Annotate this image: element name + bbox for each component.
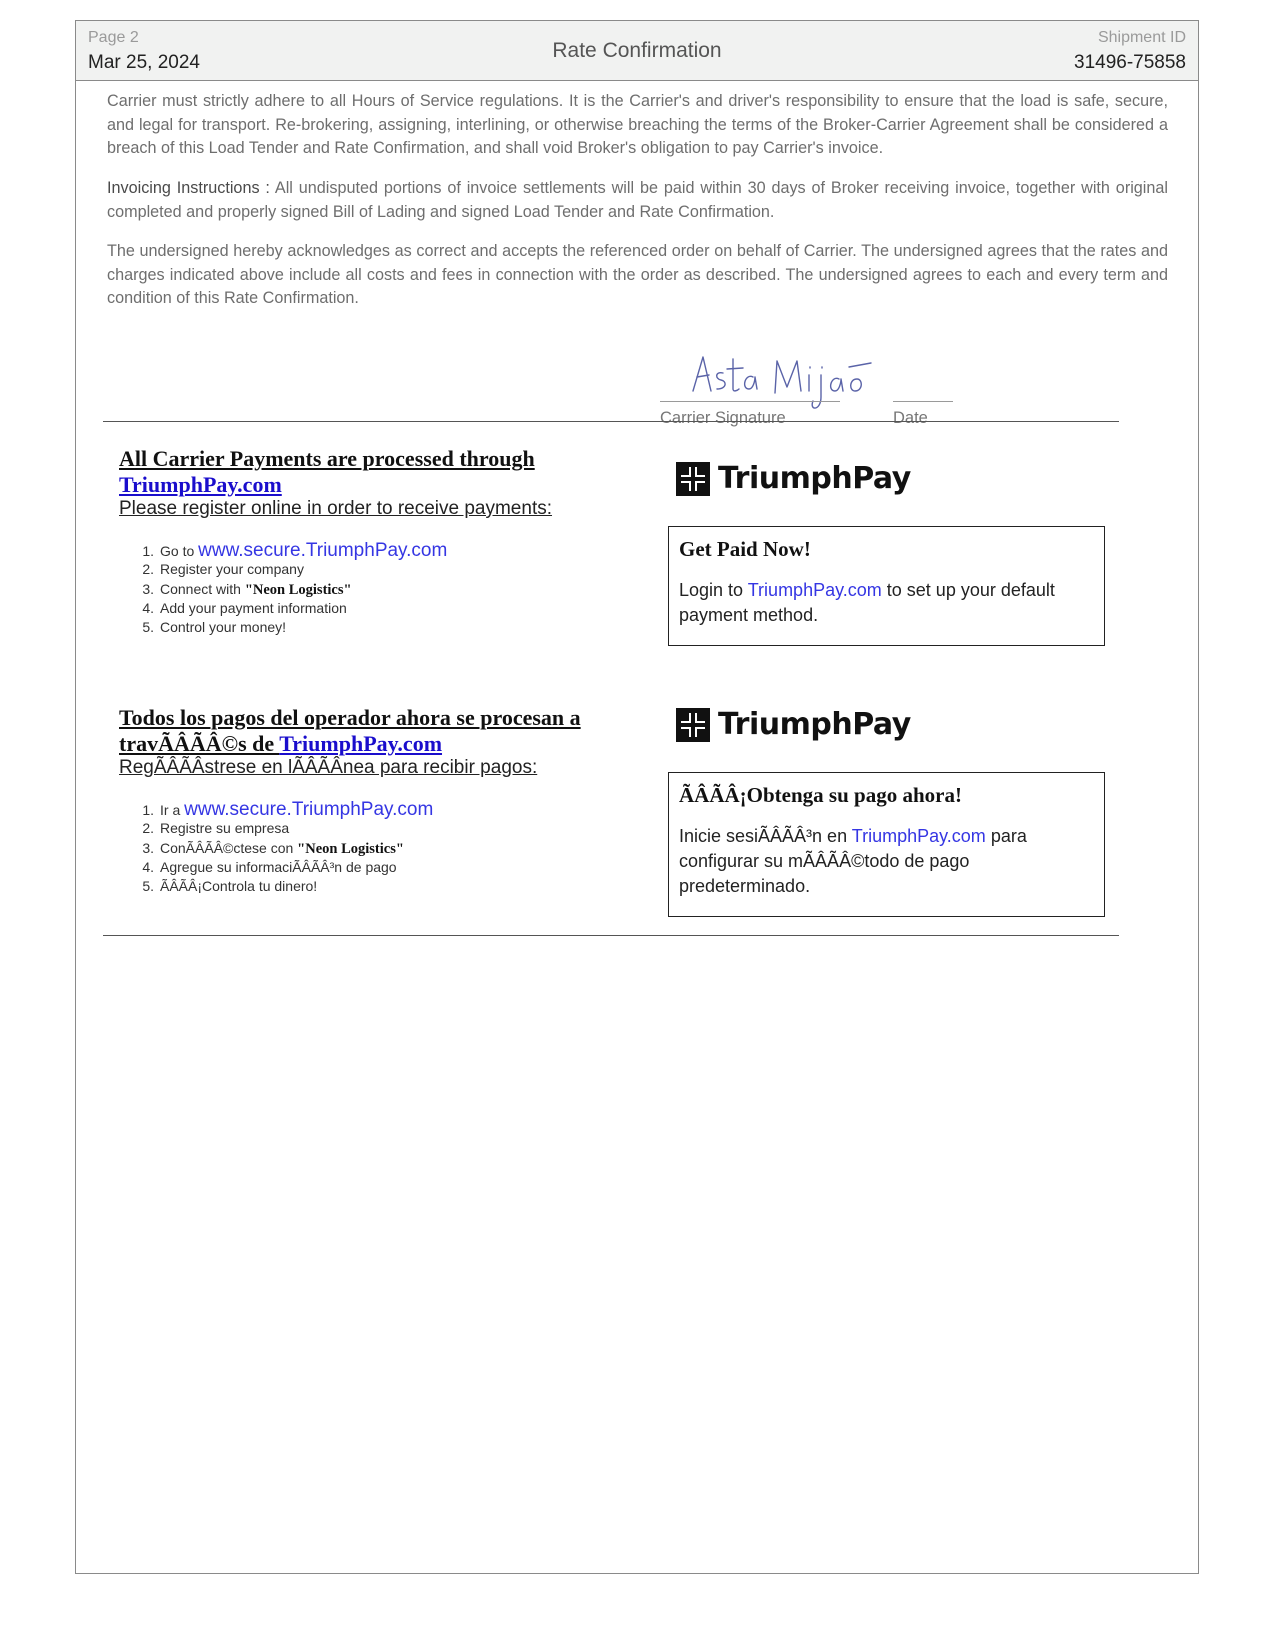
english-payments-heading	[119, 446, 639, 498]
english-heading-text: All Carrier Payments are processed through	[119, 446, 535, 471]
carrier-signature-label: Carrier Signature	[660, 409, 786, 427]
page-header	[76, 21, 1198, 81]
step-number: 5.	[142, 619, 154, 636]
triumphpay-logo	[676, 461, 911, 496]
box-text-suffix: para configurar su mÃÂÃÂ©todo de pago predeterminado.	[679, 826, 1027, 896]
document-title: Rate Confirmation	[552, 39, 722, 62]
step-text: Agregue su informaciÃÂÃÂ³n de pago	[160, 858, 397, 875]
box-text-prefix: Inicie sesiÃÂÃÂ³n en	[679, 826, 852, 846]
invoicing-text: All undisputed portions of invoice settlements will be paid within 30 days of Broker receiving invoice, together with original completed and properly signed Bill of Lading and signed Load Tender and Rate Confirmation.	[107, 179, 1169, 221]
english-heading-link[interactable]: TriumphPay.com	[119, 472, 282, 497]
section-divider	[103, 935, 1119, 936]
step-number: 1.	[142, 802, 154, 818]
step-text: Connect with	[160, 580, 245, 597]
document-page	[75, 20, 1199, 1574]
triumphpay-mark-icon	[676, 708, 710, 742]
obtenga-su-pago-box	[668, 772, 1105, 917]
terms-paragraph-acknowledgement: The undersigned hereby acknowledges as correct and accepts the referenced order on behalf of Carrier. The undersigned agrees that the rates and charges indicated above include all costs and fees in connection with the order as described. The undersigned agrees to each and every term and condition of this Rate Confirmation.	[107, 242, 1168, 307]
terms-paragraph-invoicing	[107, 177, 1168, 224]
spanish-register-instruction: RegÃÂÃÂstrese en lÃÂÃÂnea para recibir pagos:	[119, 757, 538, 778]
triumphpay-wordmark: TriumphPay	[718, 707, 911, 742]
shipment-id-label: Shipment ID	[1097, 29, 1186, 46]
page-number: Page 2	[88, 29, 139, 46]
document-date: Mar 25, 2024	[88, 52, 200, 73]
step-number: 2.	[142, 561, 154, 578]
triumphpay-mark-icon	[676, 462, 710, 496]
step-number: 2.	[142, 820, 154, 837]
signature-line	[660, 401, 840, 402]
get-paid-now-box	[668, 526, 1105, 646]
box-text-suffix: to set up your default payment method.	[679, 580, 1055, 625]
list-item	[124, 800, 433, 819]
english-register-instruction: Please register online in order to receive payments:	[119, 498, 553, 519]
invoicing-label: Invoicing Instructions :	[107, 179, 270, 197]
list-item	[124, 560, 447, 579]
triumphpay-logo	[676, 707, 911, 742]
step-number: 4.	[142, 599, 154, 616]
step-text: Go to	[160, 543, 199, 559]
spanish-payments-heading	[119, 705, 639, 757]
step-number: 1.	[142, 543, 154, 559]
triumphpay-wordmark: TriumphPay	[718, 461, 911, 496]
list-item	[124, 541, 447, 560]
secure-triumphpay-link[interactable]: www.secure.TriumphPay.com	[184, 799, 434, 820]
step-text: Ir a	[160, 802, 185, 818]
step-number: 4.	[142, 858, 154, 875]
obtenga-su-pago-text	[679, 824, 1094, 899]
step-text: Add your payment information	[160, 599, 347, 616]
step-number: 5.	[142, 878, 154, 895]
spanish-heading-text: Todos los pagos del operador ahora se procesan a travÃÂÃÂ©s de	[119, 705, 581, 756]
english-steps-list	[124, 541, 447, 637]
shipment-id: 31496-75858	[1074, 52, 1186, 73]
broker-name: "Neon Logistics"	[244, 581, 352, 598]
list-item	[124, 580, 447, 599]
list-item	[124, 618, 447, 637]
list-item	[124, 877, 433, 896]
date-line	[893, 401, 953, 402]
step-number: 3.	[142, 839, 154, 856]
terms-paragraph-hours-of-service: Carrier must strictly adhere to all Hours of Service regulations. It is the Carrier's and driver's responsibility to ensure that the load is safe, secure, and legal for transport. Re-brokering, assigning, interlining, or otherwise breaching the terms of the Broker-Carrier Agreement shall be considered a breach of this Load Tender and Rate Confirmation, and shall void Broker's obligation to pay Carrier's invoice.	[107, 92, 1168, 157]
obtenga-su-pago-title: ÃÂÃÂ¡Obtenga su pago ahora!	[679, 783, 962, 807]
date-label: Date	[893, 409, 928, 427]
triumphpay-link[interactable]: TriumphPay.com	[747, 580, 882, 600]
get-paid-now-title: Get Paid Now!	[679, 537, 811, 561]
step-text: Register your company	[160, 561, 304, 578]
secure-triumphpay-link[interactable]: www.secure.TriumphPay.com	[198, 540, 448, 561]
section-divider	[103, 421, 1119, 422]
triumphpay-link[interactable]: TriumphPay.com	[851, 826, 986, 846]
step-text: Registre su empresa	[160, 820, 290, 837]
broker-name: "Neon Logistics"	[297, 840, 404, 857]
list-item	[124, 839, 433, 858]
step-text: Control your money!	[160, 619, 287, 636]
step-text: ÃÂÃÂ¡Controla tu dinero!	[160, 878, 318, 895]
spanish-heading-link[interactable]: TriumphPay.com	[279, 731, 443, 756]
list-item	[124, 858, 433, 877]
step-number: 3.	[142, 580, 154, 597]
get-paid-now-text	[679, 578, 1094, 628]
list-item	[124, 599, 447, 618]
list-item	[124, 819, 433, 838]
spanish-steps-list	[124, 800, 433, 896]
step-text: ConÃÂÃÂ©ctese con	[160, 839, 298, 856]
box-text-prefix: Login to	[679, 580, 748, 600]
